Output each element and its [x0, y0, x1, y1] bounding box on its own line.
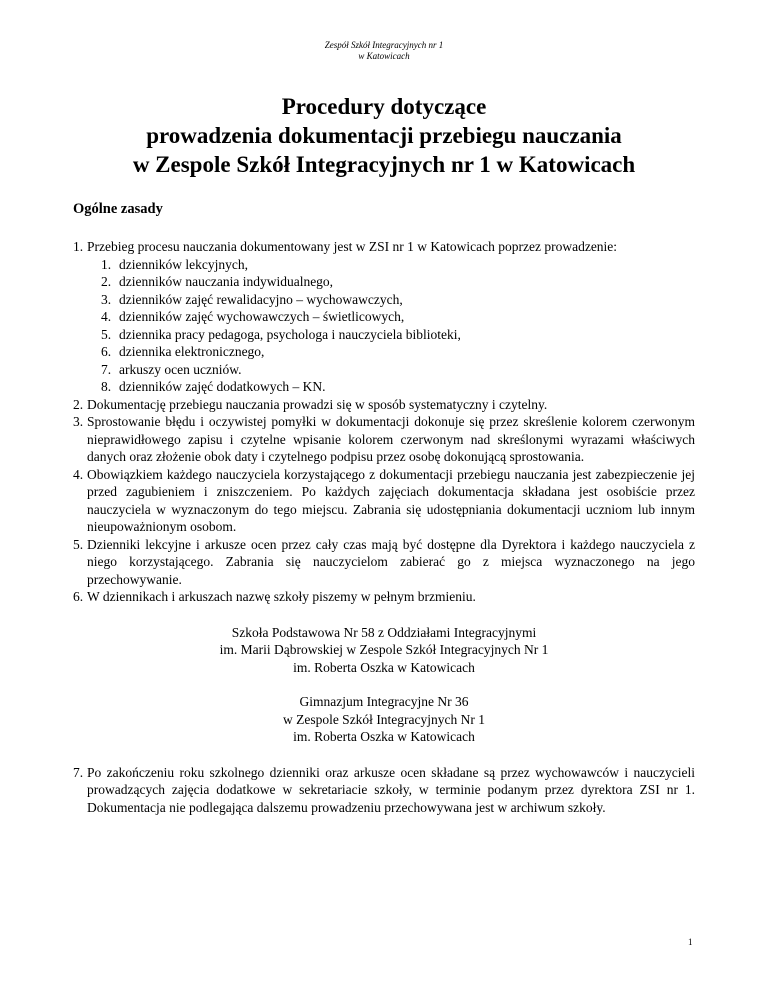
page-header	[0, 40, 768, 62]
item-number: 6.	[73, 589, 84, 604]
sub-list-item: 6. dziennika elektronicznego,	[101, 344, 265, 359]
school-name-block-primary	[73, 624, 695, 677]
header-line-2: w Katowicach	[358, 51, 410, 61]
sub-list-item: 3. dzienników zajęć rewalidacyjno – wychowawczych,	[101, 291, 403, 307]
item-number: 7.	[73, 764, 84, 780]
sub-list-item: 4. dzienników zajęć wychowawczych – świetlicowych,	[101, 309, 405, 324]
page-number: 1	[688, 937, 693, 947]
item-text: Po zakończeniu roku szkolnego dzienniki oraz arkusze ocen składane są przez wychowawców i nauczycieli prowadzących zajęcia dodatkowe w sekretariacie szkoły, w terminie podanym przez dyrektora ZSI nr 1. Dokumentacja nie podlegająca dalszemu prowadzeniu przechowywana jest w archiwum szkoły.	[87, 764, 695, 815]
sub-list-item: 7. arkuszy ocen uczniów.	[101, 361, 242, 377]
list-item	[73, 588, 695, 606]
sub-list-item: 5. dziennika pracy pedagoga, psychologa i nauczyciela biblioteki,	[101, 326, 461, 342]
item-number: 1.	[73, 239, 84, 254]
section-heading: Ogólne zasady	[73, 201, 163, 217]
school-name-line: Szkoła Podstawowa Nr 58 z Oddziałami Integracyjnymi	[231, 624, 537, 640]
item-number: 4.	[73, 466, 84, 482]
item-number: 3.	[73, 414, 84, 429]
sub-list-item: 2. dzienników nauczania indywidualnego,	[101, 274, 334, 289]
school-name-line: Gimnazjum Integracyjne Nr 36	[299, 694, 469, 709]
header-line-1: Zespół Szkół Integracyjnych nr 1	[324, 40, 444, 50]
item-text: Przebieg procesu nauczania dokumentowany jest w ZSI nr 1 w Katowicach poprzez prowadzenie:	[87, 239, 618, 254]
sub-list-item: 8. dzienników zajęć dodatkowych – KN.	[101, 379, 326, 394]
school-name-block-gimnazjum	[73, 693, 695, 746]
title-line-3: w Zespole Szkół Integracyjnych nr 1 w Katowicach	[132, 152, 636, 177]
list-item	[73, 238, 695, 396]
sub-list	[87, 256, 695, 396]
sub-list-item: 1. dzienników lekcyjnych,	[101, 256, 248, 272]
list-item	[73, 536, 695, 589]
title-line-2: prowadzenia dokumentacji przebiegu nauczania	[146, 123, 622, 148]
school-name-line: im. Roberta Oszka w Katowicach	[293, 659, 475, 675]
item-text: W dziennikach i arkuszach nazwę szkoły piszemy w pełnym brzmieniu.	[87, 589, 476, 604]
document-title	[40, 92, 728, 179]
list-item	[73, 466, 695, 536]
school-name-line: im. Roberta Oszka w Katowicach	[293, 729, 475, 744]
list-item	[73, 764, 695, 817]
list-item	[73, 413, 695, 466]
item-text: Dokumentację przebiegu nauczania prowadzi się w sposób systematyczny i czytelny.	[87, 396, 548, 412]
school-name-line: im. Marii Dąbrowskiej w Zespole Szkół Integracyjnych Nr 1	[219, 642, 549, 657]
item-number: 2.	[73, 396, 84, 412]
title-line-1: Procedury dotyczące	[281, 94, 487, 119]
document-body	[73, 238, 695, 816]
item-number: 5.	[73, 536, 84, 552]
school-name-line: w Zespole Szkół Integracyjnych Nr 1	[282, 711, 486, 727]
item-text: Sprostowanie błędu i oczywistej pomyłki w dokumentacji dokonuje się przez skreślenie kolorem czerwonym nieprawidłowego zapisu i czytelne wpisanie kolorem czerwonym nad skreślonymi wyrazami właściwych danych oraz złożenie obok daty i czytelnego podpisu przez osobę dokonującą sprostowania.	[87, 414, 695, 464]
item-text: Obowiązkiem każdego nauczyciela korzystającego z dokumentacji przebiegu nauczania jest zabezpieczenie jej przed zagubieniem i zniszczeniem. Po każdych zajęciach dokumentacja składana jest osobiście przez nauczyciela w wyznaczonym do tego miejscu. Zabrania się udostępniania dokumentacji uczniom lub innym nieupoważnionym osobom.	[87, 466, 695, 534]
item-text: Dzienniki lekcyjne i arkusze ocen przez cały czas mają być dostępne dla Dyrektora i każdego nauczyciela z niego korzystającego. Zabrania się nauczycielom zabierać go z miejsca wyznaczonego na jego przechowywanie.	[87, 536, 695, 587]
list-item	[73, 396, 695, 414]
